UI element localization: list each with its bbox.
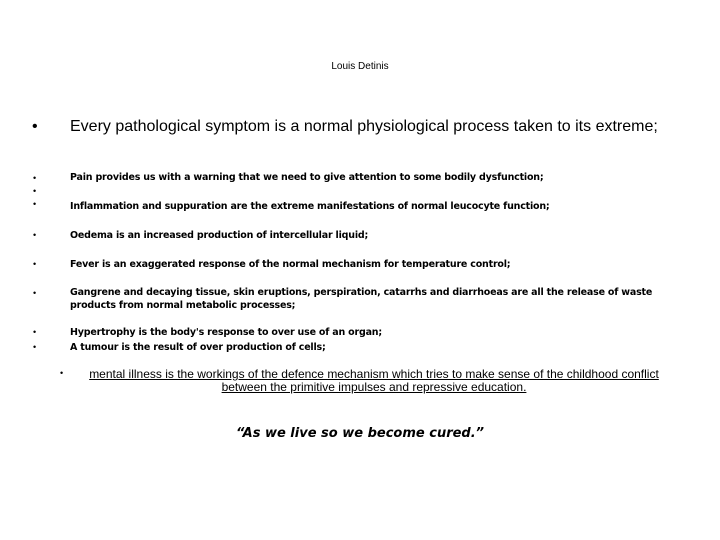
- main-point: Every pathological symptom is a normal physiological process taken to its extreme;: [70, 118, 658, 135]
- point-oedema: Oedema is an increased production of intercellular liquid;: [70, 230, 369, 241]
- mental-illness-statement: mental illness is the workings of the defence mechanism which tries to make sense of the childhood conflict between the primitive impulses and repressive education.: [89, 367, 659, 394]
- point-fever: Fever is an exaggerated response of the normal mechanism for temperature control;: [70, 259, 511, 270]
- point-pain: Pain provides us with a warning that we need to give attention to some bodily dysfunction;: [70, 172, 544, 183]
- point-hypertrophy: Hypertrophy is the body's response to over use of an organ;: [70, 327, 382, 338]
- bullet-marker: •: [60, 368, 64, 378]
- bullet-marker: •: [33, 173, 37, 183]
- point-gangrene: Gangrene and decaying tissue, skin eruptions, perspiration, catarrhs and diarrhoeas are all the release of waste products from normal metabolic processes;: [70, 287, 653, 311]
- point-tumour: A tumour is the result of over production of cells;: [70, 342, 326, 353]
- author-name: Louis Detinis: [331, 61, 389, 72]
- bullet-marker: •: [33, 199, 37, 209]
- bullet-marker: •: [33, 259, 37, 269]
- bullet-marker: •: [33, 288, 37, 298]
- point-inflammation: Inflammation and suppuration are the extreme manifestations of normal leucocyte function;: [70, 201, 550, 212]
- bullet-marker: •: [33, 342, 37, 352]
- bullet-marker: •: [32, 118, 38, 135]
- closing-quote: “As we live so we become cured.”: [235, 426, 485, 441]
- bullet-marker: •: [33, 230, 37, 240]
- bullet-marker: •: [33, 186, 37, 196]
- bullet-marker: •: [33, 327, 37, 337]
